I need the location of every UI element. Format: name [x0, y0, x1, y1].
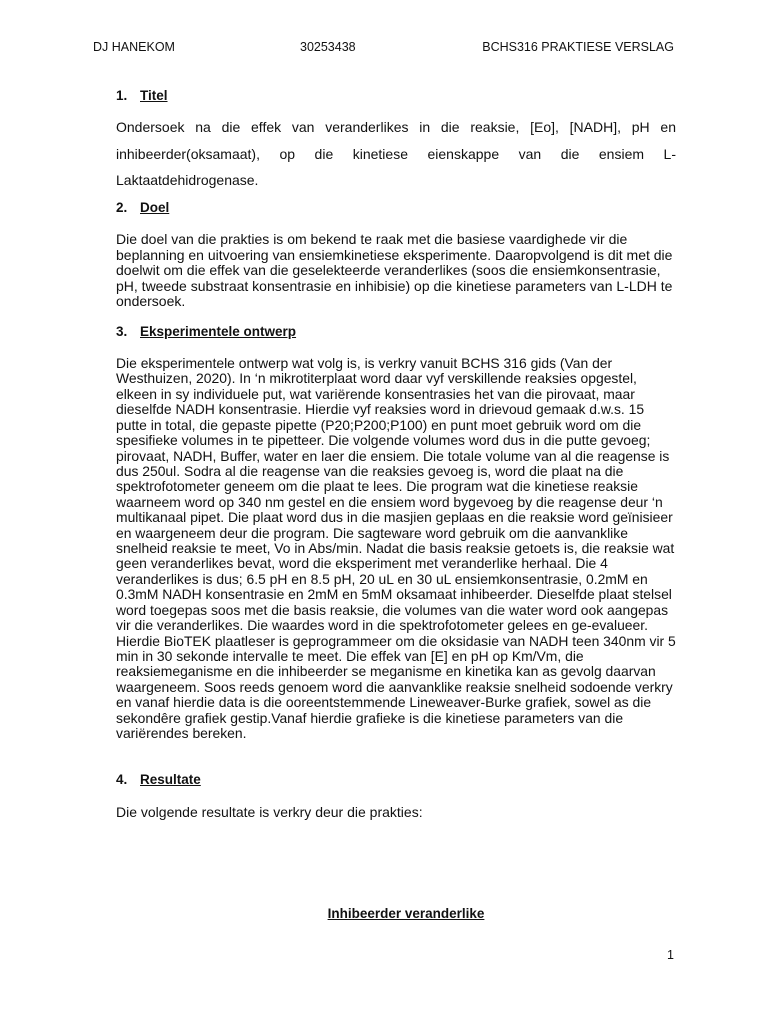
section-text-eksperimentele-ontwerp: Die eksperimentele ontwerp wat volg is, is verkry vanuit BCHS 316 gids (Van der Westhuizen, 2020). In ‘n mikrotiterplaat word daar vyf verskillende reaksies opgestel, elkeen in sy individuele put, wat variërende konsentrasies het van die pirovaat, maar dieselfde NADH konsentrasie. Hierdie vyf reaksies word in drievoud gemaak d.w.s. 15 putte in total, die gepaste pipette (P20;P200;P100) en punt moet gebruik word om die spesifieke volumes in te pipetteer. Die volgende volumes word dus in die putte gevoeg; pirovaat, NADH, Buffer, water en laer die ensiem. Die totale volume van al die reagense is dus 250ul. Sodra al die reagense van die reaksies gevoeg is, word die plaat na die spektrofotometer geneem om die plaat te lees. Die program wat die kinetiese reaksie waarneem word op 340 nm gestel en die ensiem word bygevoeg by die reagense deur ‘n multikanaal pipet. Die plaat word dus in die masjien geplaas en die reaksie word geïnisieer en waargeneem deur die program. Die sagteware word gebruik om die aanvanklike snelheid reaksie te meet, Vo in Abs/min. Nadat die basis reaksie getoets is, die reaksie wat geen veranderlikes bevat, word die eksperiment met veranderlike herhaal. Die 4 veranderlikes is dus; 6.5 pH en 8.5 pH, 20 uL en 30 uL ensiemkonsentrasie, 0.2mM en 0.3mM NADH konsentrasie en 2mM en 5mM oksamaat inhibeerder. Dieselfde plaat stelsel word toegepas soos met die basis reaksie, die volumes van die water word ook aangepas vir die veranderlikes. Die waardes word in die spektrofotometer gelees en ge-evalueer. Hierdie BioTEK plaatleser is geprogrammeer om die oksidasie van NADH teen 340nm vir 5 min in 30 sekonde intervalle te meet. Die effek van [E] en pH op Km/Vm, die reaksiemeganisme en die inhibeerder se meganisme en kinetika kan as gevolg daarvan waargeneem. Soos reeds genoem word die aanvanklike reaksie snelheid sodoende verkry en vanaf hierdie data is die ooreentstemmende Lineweaver-Burke grafiek, sowel as die sekondêre grafiek gestip.Vanaf hierdie grafieke is die kinetiese parameters van die variërendes bereken.	[116, 355, 676, 742]
page-header	[0, 40, 768, 60]
section-title: Doel	[140, 200, 170, 215]
section-text-titel: Ondersoek na die effek van veranderlikes in die reaksie, [Eo], [NADH], pH en inhibeerder(oksamaat), op die kinetiese eienskappe van die ensiem L-Laktaatdehidrogenase.	[116, 119, 676, 188]
section-title: Resultate	[140, 772, 201, 787]
section-title: Eksperimentele ontwerp	[140, 324, 297, 339]
section-title: Titel	[140, 88, 168, 103]
section-heading-eksperimentele-ontwerp	[116, 324, 296, 339]
section-number: 4.	[116, 772, 128, 787]
section-heading-resultate	[116, 772, 201, 787]
section-heading-doel	[116, 200, 169, 215]
header-student-id: 30253438	[300, 40, 356, 54]
section-text-resultate: Die volgende resultate is verkry deur die prakties:	[116, 804, 423, 820]
section-number: 1.	[116, 88, 128, 103]
section-heading-titel	[116, 88, 168, 103]
subheading-inhibeerder-veranderlike: Inhibeerder veranderlike	[327, 906, 485, 921]
header-course-title: BCHS316 PRAKTIESE VERSLAG	[482, 40, 674, 54]
section-number: 2.	[116, 200, 128, 215]
header-author-name: DJ HANEKOM	[93, 40, 175, 54]
section-number: 3.	[116, 324, 128, 339]
section-text-doel: Die doel van die prakties is om bekend te raak met die basiese vaardighede vir die beplanning en uitvoering van ensiemkinetiese eksperimente. Daaropvolgend is dit met die doelwit om die effek van die geselekteerde veranderlikes (soos die ensiemkonsentrasie, pH, tweede substraat konsentrasie en inhibisie) op die kinetiese parameters van L-LDH te ondersoek.	[116, 231, 673, 310]
page-number: 1	[667, 948, 674, 962]
